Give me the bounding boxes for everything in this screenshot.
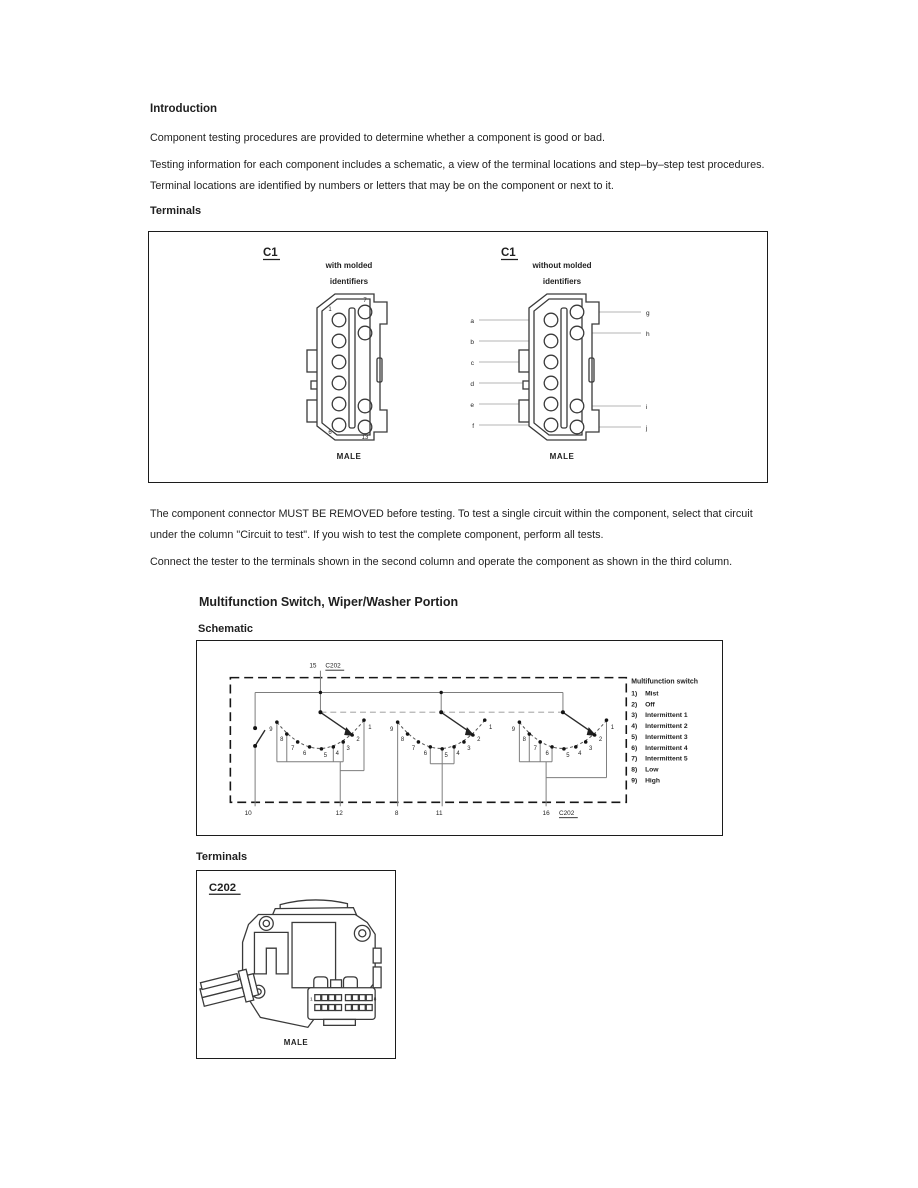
component-dashed-boundary bbox=[230, 678, 626, 803]
schem-bank2-numbers bbox=[390, 725, 492, 759]
svg-text:3: 3 bbox=[588, 745, 593, 752]
svg-text:4: 4 bbox=[335, 750, 339, 757]
svg-text:9: 9 bbox=[390, 727, 394, 734]
c202-pin-1: 1 bbox=[310, 997, 313, 1003]
svg-text:6): 6) bbox=[631, 744, 638, 752]
svg-text:Mist: Mist bbox=[645, 690, 659, 698]
svg-text:8: 8 bbox=[400, 736, 405, 743]
c1-right-caption-1: without molded bbox=[532, 261, 592, 270]
c1-left-pin-1: 1 bbox=[328, 307, 332, 313]
paragraph-1: Component testing procedures are provided to determine whether a component is good or bad. bbox=[150, 132, 605, 144]
c1-right-connector-body bbox=[479, 294, 641, 440]
terminals-heading-1: Terminals bbox=[150, 205, 202, 217]
c1-left-pin-13: 13 bbox=[361, 435, 369, 441]
c1-left-pin-7: 7 bbox=[363, 298, 367, 304]
svg-text:8: 8 bbox=[280, 736, 284, 743]
c1-right-pin-d: d bbox=[470, 381, 474, 388]
c1-right-gender: MALE bbox=[549, 452, 575, 461]
c1-right-pin-f: f bbox=[472, 423, 474, 430]
svg-text:7: 7 bbox=[411, 745, 416, 752]
schematic-heading: Schematic bbox=[198, 623, 254, 635]
svg-text:5: 5 bbox=[566, 752, 570, 759]
svg-text:4: 4 bbox=[456, 750, 460, 757]
terminals-heading-2: Terminals bbox=[196, 851, 248, 863]
c202-component-drawing bbox=[197, 871, 395, 1058]
svg-text:5): 5) bbox=[631, 733, 638, 741]
c1-right-caption-2: identifiers bbox=[542, 277, 582, 286]
schem-contact-dots bbox=[253, 691, 608, 751]
schem-top-connector-c202: C202 bbox=[325, 662, 341, 670]
svg-text:1: 1 bbox=[610, 725, 615, 732]
schem-wiper-arms bbox=[320, 712, 596, 736]
wiper-switch-schematic bbox=[197, 641, 722, 835]
svg-text:3): 3) bbox=[631, 712, 638, 720]
svg-text:Intermittent 1: Intermittent 1 bbox=[645, 712, 688, 720]
paragraph-3: The component connector MUST BE REMOVED before testing. To test a single circuit within the component, select that circuit under the column "Circuit to test". If you wish to test the complete component, perform all tests. bbox=[150, 508, 753, 541]
svg-text:8: 8 bbox=[522, 736, 526, 743]
c1-left-gender: MALE bbox=[336, 452, 362, 461]
figure-c1-terminals bbox=[148, 231, 768, 483]
c1-right-pin-h: h bbox=[646, 331, 650, 338]
section-heading: Multifunction Switch, Wiper/Washer Portion bbox=[199, 595, 459, 609]
svg-text:5: 5 bbox=[444, 752, 448, 759]
c202-switch-body bbox=[198, 900, 381, 1027]
svg-text:Intermittent 4: Intermittent 4 bbox=[645, 744, 688, 752]
c1-right-pin-b: b bbox=[470, 339, 474, 346]
paragraph-4: Connect the tester to the terminals shown in the second column and operate the component as shown in the third column. bbox=[150, 556, 733, 568]
c1-right-pin-a: a bbox=[470, 318, 474, 325]
svg-text:9: 9 bbox=[269, 727, 273, 734]
svg-text:2: 2 bbox=[477, 736, 481, 743]
svg-text:9: 9 bbox=[511, 727, 516, 734]
svg-text:2: 2 bbox=[598, 736, 603, 743]
figure-c202-terminals bbox=[196, 870, 396, 1059]
c1-left-caption-1: with molded bbox=[325, 261, 373, 270]
svg-text:1: 1 bbox=[489, 725, 493, 732]
svg-text:Intermittent 5: Intermittent 5 bbox=[645, 755, 688, 763]
schem-terminal-8: 8 bbox=[394, 810, 399, 818]
c1-left-connector-body bbox=[307, 294, 387, 440]
schem-terminal-12: 12 bbox=[335, 810, 343, 818]
c1-left-label: C1 bbox=[263, 247, 278, 259]
schem-bottom-connector-c202: C202 bbox=[558, 810, 575, 818]
c1-right-pin-i: i bbox=[646, 404, 648, 411]
legend-items bbox=[631, 690, 688, 784]
schem-contact-arcs bbox=[277, 720, 607, 748]
figure-schematic bbox=[196, 640, 723, 836]
svg-text:7): 7) bbox=[631, 755, 638, 763]
svg-text:6: 6 bbox=[423, 750, 428, 757]
svg-text:8): 8) bbox=[631, 766, 638, 774]
legend-title: Multifunction switch bbox=[631, 678, 698, 686]
svg-text:7: 7 bbox=[291, 745, 295, 752]
c1-right-pin-e: e bbox=[470, 402, 474, 409]
schem-top-terminal-15: 15 bbox=[309, 662, 317, 670]
svg-text:High: High bbox=[645, 777, 661, 785]
svg-text:1): 1) bbox=[631, 690, 638, 698]
c202-pin-8: 8 bbox=[373, 997, 377, 1003]
svg-text:2: 2 bbox=[356, 736, 360, 743]
svg-text:2): 2) bbox=[631, 701, 638, 709]
schem-terminal-16: 16 bbox=[542, 810, 550, 818]
c1-right-pin-c: c bbox=[470, 360, 474, 367]
svg-text:7: 7 bbox=[533, 745, 537, 752]
c1-right-pin-g: g bbox=[646, 310, 650, 317]
svg-text:Low: Low bbox=[645, 766, 659, 774]
intro-heading: Introduction bbox=[150, 103, 218, 115]
paragraph-2: Testing information for each component includes a schematic, a view of the terminal locations and step–by–step test procedures. Terminal locations are identified by numbers or letters that may be on the component or next to it. bbox=[150, 159, 765, 192]
svg-text:4: 4 bbox=[578, 750, 582, 757]
c202-gender: MALE bbox=[283, 1038, 309, 1048]
c1-connectors-drawing bbox=[149, 232, 767, 482]
svg-text:3: 3 bbox=[346, 745, 350, 752]
svg-text:3: 3 bbox=[467, 745, 471, 752]
schem-terminal-10: 10 bbox=[244, 810, 252, 818]
c1-right-label: C1 bbox=[501, 247, 516, 259]
schem-bank3-numbers bbox=[512, 725, 614, 759]
svg-text:1: 1 bbox=[368, 725, 372, 732]
svg-text:4): 4) bbox=[631, 723, 638, 731]
svg-text:Off: Off bbox=[645, 701, 655, 709]
svg-text:6: 6 bbox=[545, 750, 549, 757]
c1-right-pin-j: j bbox=[646, 425, 648, 432]
c1-left-caption-2: identifiers bbox=[329, 277, 369, 286]
svg-text:6: 6 bbox=[302, 750, 307, 757]
schem-bank1-numbers bbox=[269, 725, 371, 759]
svg-text:Intermittent 2: Intermittent 2 bbox=[645, 723, 688, 731]
svg-text:5: 5 bbox=[323, 752, 328, 759]
svg-text:9): 9) bbox=[631, 777, 638, 785]
svg-text:Intermittent 3: Intermittent 3 bbox=[645, 733, 688, 741]
schem-wires bbox=[255, 671, 606, 807]
c202-label: C202 bbox=[208, 881, 237, 894]
schem-terminal-11: 11 bbox=[435, 810, 443, 818]
c1-left-pin-6: 6 bbox=[328, 430, 332, 436]
